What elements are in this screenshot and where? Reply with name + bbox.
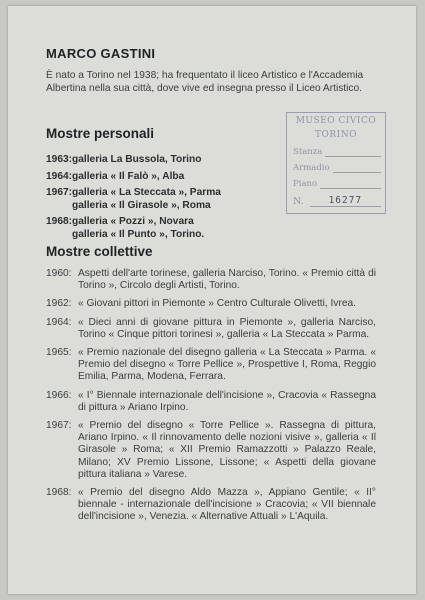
solo-exhibition-venue: galleria « Il Punto », Torino.	[72, 228, 205, 240]
solo-exhibition-venue: galleria « Il Falò », Alba	[72, 170, 185, 182]
group-exhibition-entry	[46, 317, 376, 341]
solo-exhibition-venues	[72, 154, 246, 167]
stamp-row-armadio	[293, 163, 381, 173]
group-exhibitions-list	[46, 268, 376, 530]
solo-exhibitions-title: Mostre personali	[46, 126, 155, 141]
stamp-title-line1: MUSEO CIVICO	[295, 116, 377, 126]
stamp-row-number	[293, 195, 381, 207]
solo-exhibition-entry	[46, 216, 246, 241]
group-exhibition-year: 1968:	[46, 487, 72, 499]
group-exhibition-text: « Premio del disegno « Torre Pellice ». Rassegna di pittura, Ariano Irpino. « Il rinnovamento delle nozioni visive », galleria « Il Girasole » Roma; « XII Premio Ramazzotti » Palazzo Reale, Milano; XV Premio Lissone, Lissone; « Aspetti della giovane pittura italiana » Varese.	[78, 420, 376, 480]
group-exhibition-text: « I° Biennale internazionale dell'incisione », Cracovia « Rassegna di pittura » Ariano Irpino.	[78, 389, 376, 413]
solo-exhibition-entry	[46, 154, 246, 167]
solo-exhibition-venue: galleria « Pozzi », Novara	[72, 216, 194, 227]
stamp-line	[325, 148, 381, 157]
stamp-label-armadio: Armadio	[293, 163, 330, 173]
solo-exhibition-venue: galleria « La Steccata », Parma	[72, 187, 221, 198]
group-exhibition-text: Aspetti dell'arte torinese, galleria Narciso, Torino. « Premio città di Torino », Circolo degli Artisti, Torino.	[78, 268, 376, 292]
group-exhibition-entry	[46, 487, 376, 524]
group-exhibition-text: « Dieci anni di giovane pittura in Piemonte », galleria Narciso, Torino « Cinque pittori torinesi », galleria « La Steccata » Parma.	[78, 316, 376, 340]
artist-name: MARCO GASTINI	[46, 46, 156, 61]
stamp-label-n: N.	[293, 196, 304, 207]
solo-exhibition-venues	[72, 187, 246, 212]
solo-exhibition-year: 1964:	[46, 170, 73, 182]
solo-exhibition-entry	[46, 171, 246, 184]
solo-exhibition-venues	[72, 216, 246, 241]
solo-exhibition-year: 1963:	[46, 154, 73, 165]
stamp-row-piano	[293, 179, 381, 189]
group-exhibition-entry	[46, 420, 376, 481]
group-exhibition-year: 1967:	[46, 420, 72, 432]
group-exhibition-year: 1960:	[46, 268, 72, 279]
solo-exhibition-year: 1967:	[46, 187, 73, 198]
group-exhibition-entry	[46, 268, 376, 292]
solo-exhibition-venue: galleria « Il Girasole », Roma	[72, 199, 211, 211]
stamp-row-stanza	[293, 147, 381, 157]
group-exhibition-entry	[46, 347, 376, 384]
group-exhibition-text: « Giovani pittori in Piemonte » Centro Culturale Olivetti, Ivrea.	[78, 298, 357, 310]
group-exhibition-text: « Premio nazionale del disegno galleria « La Steccata » Parma. « Premio del disegno « Torre Pellice », Prospettive I, Roma, Reggio Emilia, Parma, Modena, Ferrara.	[78, 347, 376, 383]
group-exhibition-text: « Premio del disegno Aldo Mazza », Appiano Gentile; « II° biennale - internazionale dell'incisione » Cracovia; « VII biennale dell'incisione », Venezia. « Alternative Attuali » L'Aquila.	[78, 487, 376, 523]
artist-bio: È nato a Torino nel 1938; ha frequentato il liceo Artistico e l'Accademia Albertina nella sua città, dove vive ed insegna presso il Liceo Artistico.	[46, 70, 364, 94]
group-exhibition-year: 1962:	[46, 298, 72, 310]
stamp-label-piano: Piano	[293, 179, 318, 189]
solo-exhibition-entry	[46, 187, 246, 212]
group-exhibition-year: 1965:	[46, 347, 72, 359]
group-exhibition-year: 1964:	[46, 316, 72, 328]
group-exhibition-entry	[46, 298, 376, 310]
stamp-line	[333, 164, 381, 173]
group-exhibition-year: 1966:	[46, 389, 72, 401]
stamp-title-line2: TORINO	[315, 130, 357, 140]
solo-exhibition-year: 1968:	[46, 216, 73, 227]
stamp-label-stanza: Stanza	[293, 147, 323, 157]
solo-exhibition-venue: galleria La Bussola, Torino	[72, 154, 202, 165]
solo-exhibitions-list	[46, 154, 246, 245]
document-page	[8, 6, 416, 594]
museum-stamp	[286, 112, 386, 214]
group-exhibition-entry	[46, 390, 376, 414]
stamp-number: 16277	[310, 195, 381, 207]
group-exhibitions-title: Mostre collettive	[46, 244, 153, 259]
solo-exhibition-venues	[72, 171, 246, 184]
stamp-line	[320, 180, 381, 189]
